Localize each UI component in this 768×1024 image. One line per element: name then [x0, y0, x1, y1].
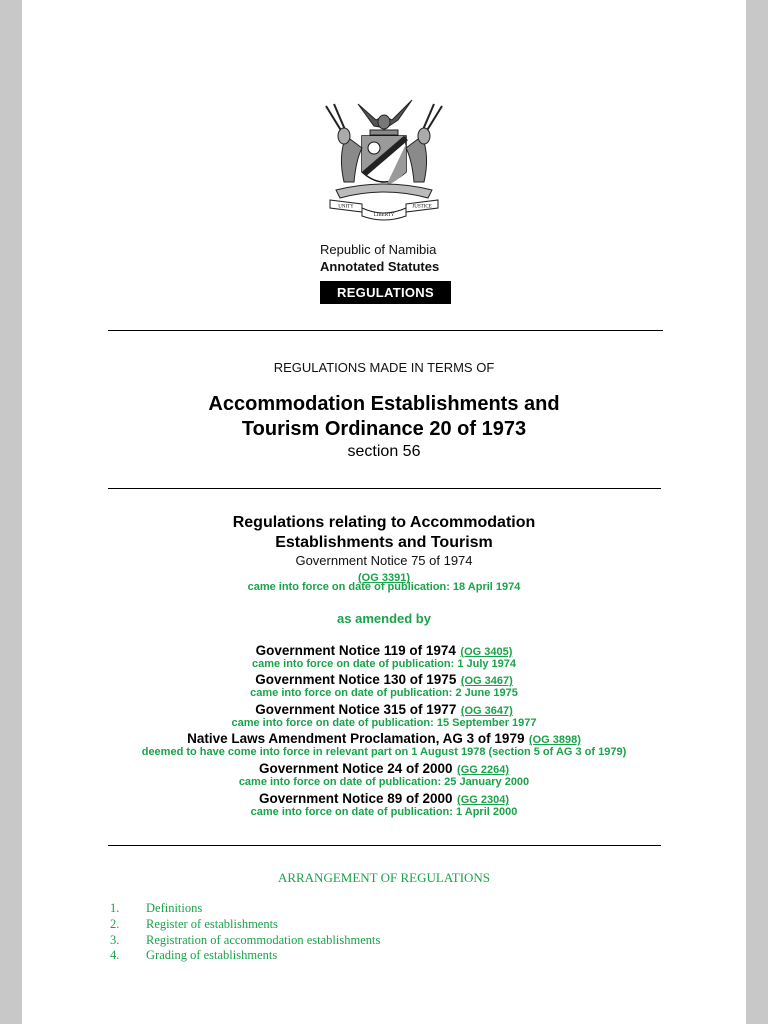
toc-label: Registration of accommodation establishments	[146, 933, 381, 947]
toc-number: 4.	[110, 948, 120, 962]
toc-item[interactable]	[110, 948, 277, 963]
toc-item[interactable]	[110, 917, 278, 932]
amendment-note: came into force on date of publication: 15 September 1977	[231, 717, 537, 729]
toc-item[interactable]	[110, 933, 380, 948]
amendment-gazette-link[interactable]: (OG 3898)	[528, 734, 581, 746]
divider-middle	[108, 488, 661, 489]
toc-label: Definitions	[146, 901, 203, 915]
divider-bottom	[108, 845, 661, 846]
amendment-title: Government Notice 315 of 1977	[255, 702, 457, 717]
toc-number: 2.	[110, 917, 120, 931]
amendment-note: came into force on date of publication: 1 July 1974	[251, 658, 517, 670]
arrangement-heading: ARRANGEMENT OF REGULATIONS	[277, 870, 491, 885]
regulations-title-line1: Regulations relating to Accommodation	[232, 514, 536, 531]
amendment-title: Government Notice 130 of 1975	[255, 672, 457, 687]
amendment-title: Government Notice 24 of 2000	[259, 761, 453, 776]
act-section: section 56	[347, 443, 421, 460]
toc-number: 3.	[110, 933, 120, 947]
toc-label: Register of establishments	[146, 917, 278, 931]
regulations-badge: REGULATIONS	[320, 281, 451, 304]
motto-unity: UNITY	[338, 204, 354, 210]
government-notice: Government Notice 75 of 1974	[295, 553, 473, 568]
amended-by-label: as amended by	[337, 611, 431, 626]
toc-item[interactable]	[110, 901, 202, 916]
amendment-note: came into force on date of publication: 2 June 1975	[250, 687, 518, 699]
amendment-gazette-link[interactable]: (GG 2264)	[457, 764, 509, 776]
amendment-gazette-link[interactable]: (GG 2304)	[457, 794, 509, 806]
divider-top	[108, 330, 663, 331]
commencement-note: came into force on date of publication: 18 April 1974	[247, 581, 521, 593]
series-label: Annotated Statutes	[320, 259, 440, 274]
made-in-terms-label: REGULATIONS MADE IN TERMS OF	[273, 360, 495, 375]
toc-label: Grading of establishments	[146, 948, 278, 962]
amendment-title: Government Notice 89 of 2000	[259, 791, 453, 806]
amendment-note: deemed to have come into force in relevant part on 1 August 1978 (section 5 of AG 3 of 1979)	[141, 746, 627, 758]
amendment-gazette-link[interactable]: (OG 3647)	[460, 705, 513, 717]
motto-justice: JUSTICE	[412, 204, 432, 210]
amendment-gazette-link[interactable]: (OG 3405)	[460, 646, 513, 658]
toc-number: 1.	[110, 901, 120, 915]
republic-label: Republic of Namibia	[320, 242, 437, 257]
amendment-note: came into force on date of publication: 1 April 2000	[250, 806, 518, 818]
amendment-title: Native Laws Amendment Proclamation, AG 3 of 1979	[187, 731, 525, 746]
amendment-gazette-link[interactable]: (OG 3467)	[460, 675, 513, 687]
gazette-link[interactable]: (OG 3391)	[358, 572, 410, 584]
act-title-line1: Accommodation Establishments and	[208, 393, 560, 415]
act-title-line2: Tourism Ordinance 20 of 1973	[241, 418, 527, 440]
namibia-coat-of-arms-logo	[316, 86, 452, 222]
amendment-title: Government Notice 119 of 1974	[255, 643, 456, 658]
regulations-title-line2: Establishments and Tourism	[275, 534, 493, 551]
amendment-note: came into force on date of publication: 25 January 2000	[238, 776, 530, 788]
motto-liberty: LIBERTY	[373, 213, 395, 218]
